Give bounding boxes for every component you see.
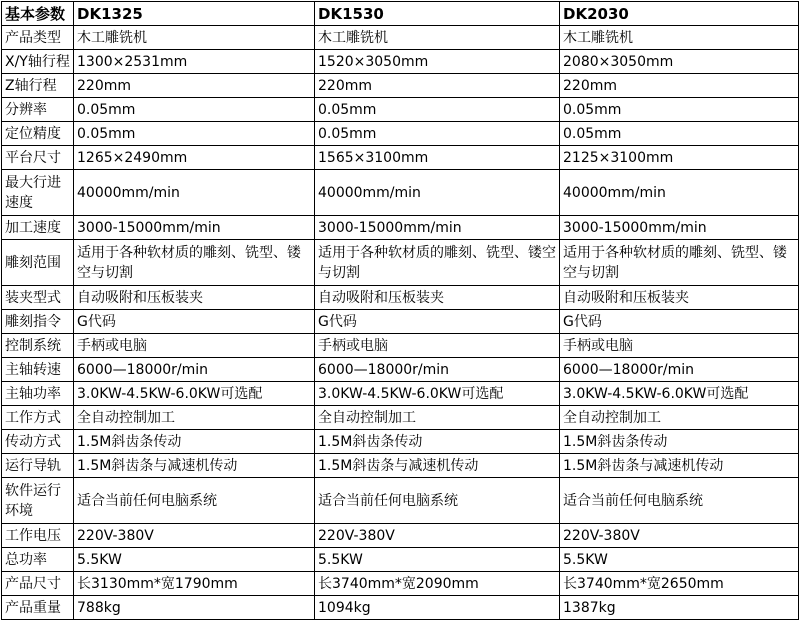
cell-value: 全自动控制加工 <box>560 406 799 430</box>
cell-value: 0.05mm <box>560 122 799 146</box>
row-label: 分辨率 <box>2 98 74 122</box>
spec-table <box>1 1 799 620</box>
row-label: 装夹型式 <box>2 286 74 310</box>
cell-value: 5.5KW <box>315 548 560 572</box>
header-cell-label: 基本参数 <box>2 2 74 26</box>
table-row <box>2 170 799 216</box>
table-row <box>2 26 799 50</box>
cell-value: 1.5M斜齿条与减速机传动 <box>560 454 799 478</box>
cell-value: 40000mm/min <box>315 170 560 216</box>
cell-value: 3000-15000mm/min <box>560 216 799 240</box>
cell-value: 788kg <box>74 596 315 620</box>
cell-value: 220mm <box>560 74 799 98</box>
row-label: 运行导轨 <box>2 454 74 478</box>
table-row <box>2 478 799 524</box>
header-row <box>2 2 799 26</box>
table-row <box>2 596 799 620</box>
cell-value: 适用于各种软材质的雕刻、铣型、镂空与切割 <box>560 240 799 286</box>
cell-value: 适用于各种软材质的雕刻、铣型、镂空与切割 <box>315 240 560 286</box>
cell-value: 适合当前任何电脑系统 <box>74 478 315 524</box>
cell-value: 木工雕铣机 <box>315 26 560 50</box>
cell-value: 0.05mm <box>315 98 560 122</box>
row-label: 定位精度 <box>2 122 74 146</box>
cell-value: 220V-380V <box>74 524 315 548</box>
table-row <box>2 430 799 454</box>
table-row <box>2 310 799 334</box>
cell-value: 1.5M斜齿条传动 <box>560 430 799 454</box>
cell-value: 全自动控制加工 <box>315 406 560 430</box>
cell-value: 适合当前任何电脑系统 <box>560 478 799 524</box>
cell-value: 0.05mm <box>315 122 560 146</box>
row-label: 控制系统 <box>2 334 74 358</box>
row-label: 雕刻范围 <box>2 240 74 286</box>
cell-value: 0.05mm <box>74 122 315 146</box>
cell-value: 适合当前任何电脑系统 <box>315 478 560 524</box>
cell-value: 木工雕铣机 <box>74 26 315 50</box>
table-row <box>2 524 799 548</box>
cell-value: 0.05mm <box>560 98 799 122</box>
cell-value: 1.5M斜齿条与减速机传动 <box>315 454 560 478</box>
cell-value: 220V-380V <box>560 524 799 548</box>
cell-value: 220V-380V <box>315 524 560 548</box>
cell-value: 3.0KW-4.5KW-6.0KW可选配 <box>74 382 315 406</box>
cell-value: G代码 <box>315 310 560 334</box>
row-label: 总功率 <box>2 548 74 572</box>
cell-value: 6000—18000r/min <box>315 358 560 382</box>
row-label: 产品重量 <box>2 596 74 620</box>
row-label: Z轴行程 <box>2 74 74 98</box>
cell-value: 5.5KW <box>560 548 799 572</box>
cell-value: 2080×3050mm <box>560 50 799 74</box>
cell-value: 长3740mm*宽2090mm <box>315 572 560 596</box>
cell-value: 220mm <box>315 74 560 98</box>
row-label: 雕刻指令 <box>2 310 74 334</box>
table-row <box>2 358 799 382</box>
cell-value: 自动吸附和压板装夹 <box>315 286 560 310</box>
cell-value: 3000-15000mm/min <box>74 216 315 240</box>
row-label: 产品类型 <box>2 26 74 50</box>
table-row <box>2 74 799 98</box>
cell-value: 40000mm/min <box>560 170 799 216</box>
cell-value: 0.05mm <box>74 98 315 122</box>
cell-value: 手柄或电脑 <box>74 334 315 358</box>
cell-value: 40000mm/min <box>74 170 315 216</box>
cell-value: 1094kg <box>315 596 560 620</box>
cell-value: 1.5M斜齿条与减速机传动 <box>74 454 315 478</box>
cell-value: G代码 <box>74 310 315 334</box>
row-label: 产品尺寸 <box>2 572 74 596</box>
cell-value: 5.5KW <box>74 548 315 572</box>
row-label: 传动方式 <box>2 430 74 454</box>
table-row <box>2 572 799 596</box>
table-row <box>2 548 799 572</box>
table-row <box>2 50 799 74</box>
table-row <box>2 286 799 310</box>
row-label: 主轴功率 <box>2 382 74 406</box>
table-row <box>2 382 799 406</box>
cell-value: 6000—18000r/min <box>74 358 315 382</box>
row-label: 平台尺寸 <box>2 146 74 170</box>
row-label: 工作电压 <box>2 524 74 548</box>
cell-value: 手柄或电脑 <box>315 334 560 358</box>
cell-value: 1.5M斜齿条传动 <box>315 430 560 454</box>
header-cell-dk1325: DK1325 <box>74 2 315 26</box>
cell-value: 手柄或电脑 <box>560 334 799 358</box>
cell-value: 1565×3100mm <box>315 146 560 170</box>
cell-value: 2125×3100mm <box>560 146 799 170</box>
cell-value: 220mm <box>74 74 315 98</box>
row-label: 最大行进速度 <box>2 170 74 216</box>
row-label: 加工速度 <box>2 216 74 240</box>
cell-value: 自动吸附和压板装夹 <box>560 286 799 310</box>
cell-value: 木工雕铣机 <box>560 26 799 50</box>
cell-value: 1265×2490mm <box>74 146 315 170</box>
header-cell-dk1530: DK1530 <box>315 2 560 26</box>
table-row <box>2 334 799 358</box>
cell-value: 6000—18000r/min <box>560 358 799 382</box>
table-row <box>2 240 799 286</box>
table-row <box>2 454 799 478</box>
row-label: 主轴转速 <box>2 358 74 382</box>
cell-value: 3.0KW-4.5KW-6.0KW可选配 <box>560 382 799 406</box>
header-cell-dk2030: DK2030 <box>560 2 799 26</box>
cell-value: 1387kg <box>560 596 799 620</box>
cell-value: 全自动控制加工 <box>74 406 315 430</box>
cell-value: 3.0KW-4.5KW-6.0KW可选配 <box>315 382 560 406</box>
cell-value: 长3740mm*宽2650mm <box>560 572 799 596</box>
table-row <box>2 406 799 430</box>
cell-value: 3000-15000mm/min <box>315 216 560 240</box>
cell-value: G代码 <box>560 310 799 334</box>
row-label: 工作方式 <box>2 406 74 430</box>
cell-value: 1300×2531mm <box>74 50 315 74</box>
cell-value: 1520×3050mm <box>315 50 560 74</box>
row-label: 软件运行环境 <box>2 478 74 524</box>
table-row <box>2 122 799 146</box>
table-row <box>2 146 799 170</box>
cell-value: 长3130mm*宽1790mm <box>74 572 315 596</box>
table-row <box>2 216 799 240</box>
row-label: X/Y轴行程 <box>2 50 74 74</box>
cell-value: 自动吸附和压板装夹 <box>74 286 315 310</box>
table-row <box>2 98 799 122</box>
cell-value: 适用于各种软材质的雕刻、铣型、镂空与切割 <box>74 240 315 286</box>
cell-value: 1.5M斜齿条传动 <box>74 430 315 454</box>
